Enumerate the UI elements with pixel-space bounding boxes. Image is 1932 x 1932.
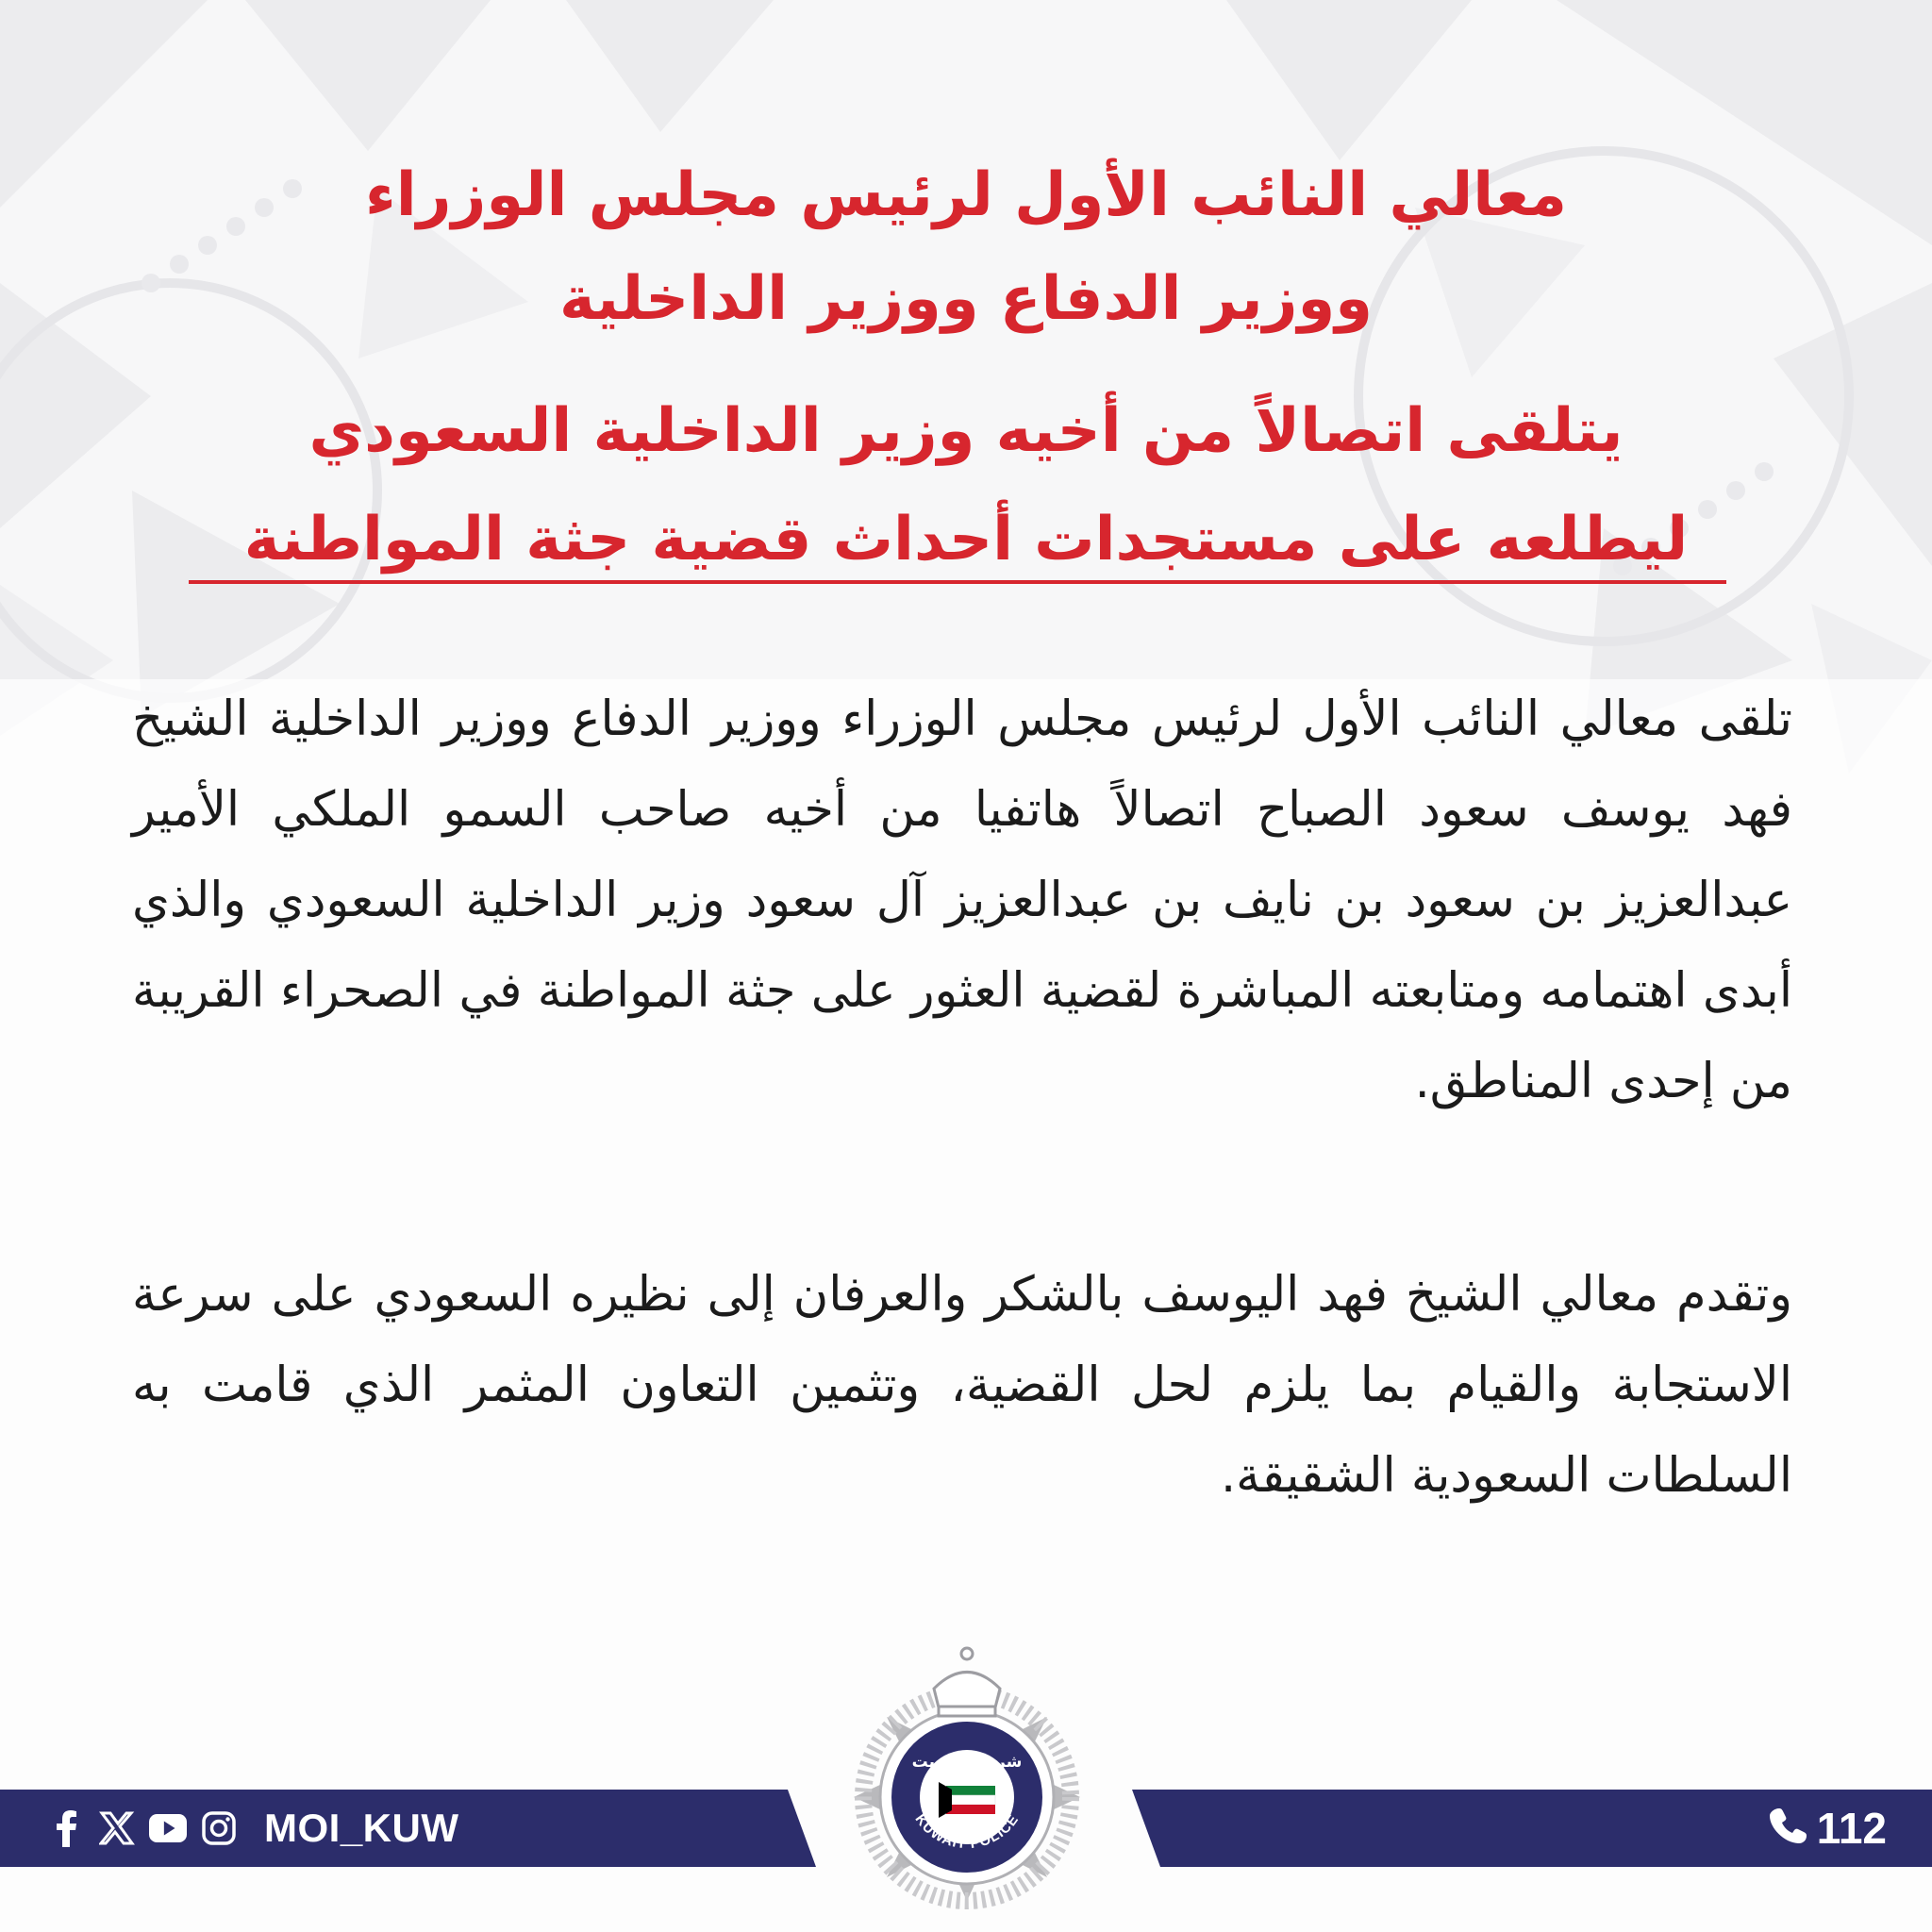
subheadline-line-2: ليطلعه على مستجدات أحداث قضية جثة المواطنة <box>243 505 1689 575</box>
headline-line-1: معالي النائب الأول لرئيس مجلس الوزراء <box>364 160 1568 230</box>
body-paragraph-1: تلقى معالي النائب الأول لرئيس مجلس الوزراء ووزير الدفاع ووزير الداخلية الشيخ فهد يوسف سعود الصباح اتصالاً هاتفيا من أخيه صاحب السمو الملكي الأمير عبدالعزيز بن سعود بن نايف بن عبدالعزيز آل سعود وزير الداخلية السعودي والذي أبدى اهتمامه ومتابعته المباشرة لقضية العثور على جثة المواطنة في الصحراء القريبة من إحدى المناطق. <box>132 691 1792 1109</box>
subheadline-line-1: يتلقى اتصالاً من أخيه وزير الداخلية السعودي <box>308 396 1624 466</box>
phone-icon <box>1770 1803 1807 1854</box>
kuwait-flag-icon <box>939 1782 995 1818</box>
kuwait-police-logo <box>844 1637 1090 1920</box>
hotline-number: 112 <box>1816 1804 1887 1853</box>
facebook-icon[interactable] <box>47 1809 85 1847</box>
headline-line-2: ووزير الدفاع ووزير الداخلية <box>559 264 1373 334</box>
social-handle[interactable]: MOI_KUW <box>264 1806 459 1850</box>
logo-arabic-text: شرطة الكويت <box>911 1753 1023 1772</box>
subheadline-underline <box>189 580 1726 584</box>
body-paragraph-2: وتقدم معالي الشيخ فهد اليوسف بالشكر والعرفان إلى نظيره السعودي على سرعة الاستجابة والقيام بما يلزم لحل القضية، وتثمين التعاون المثمر الذي قامت به السلطات السعودية الشقيقة. <box>132 1267 1792 1504</box>
x-icon[interactable] <box>98 1809 136 1847</box>
hotline[interactable] <box>1770 1790 1887 1867</box>
instagram-icon[interactable] <box>200 1809 238 1847</box>
logo-english-textpath: KUWAIT POLICE <box>911 1811 1023 1853</box>
social-links <box>47 1790 459 1867</box>
youtube-icon[interactable] <box>149 1809 187 1847</box>
